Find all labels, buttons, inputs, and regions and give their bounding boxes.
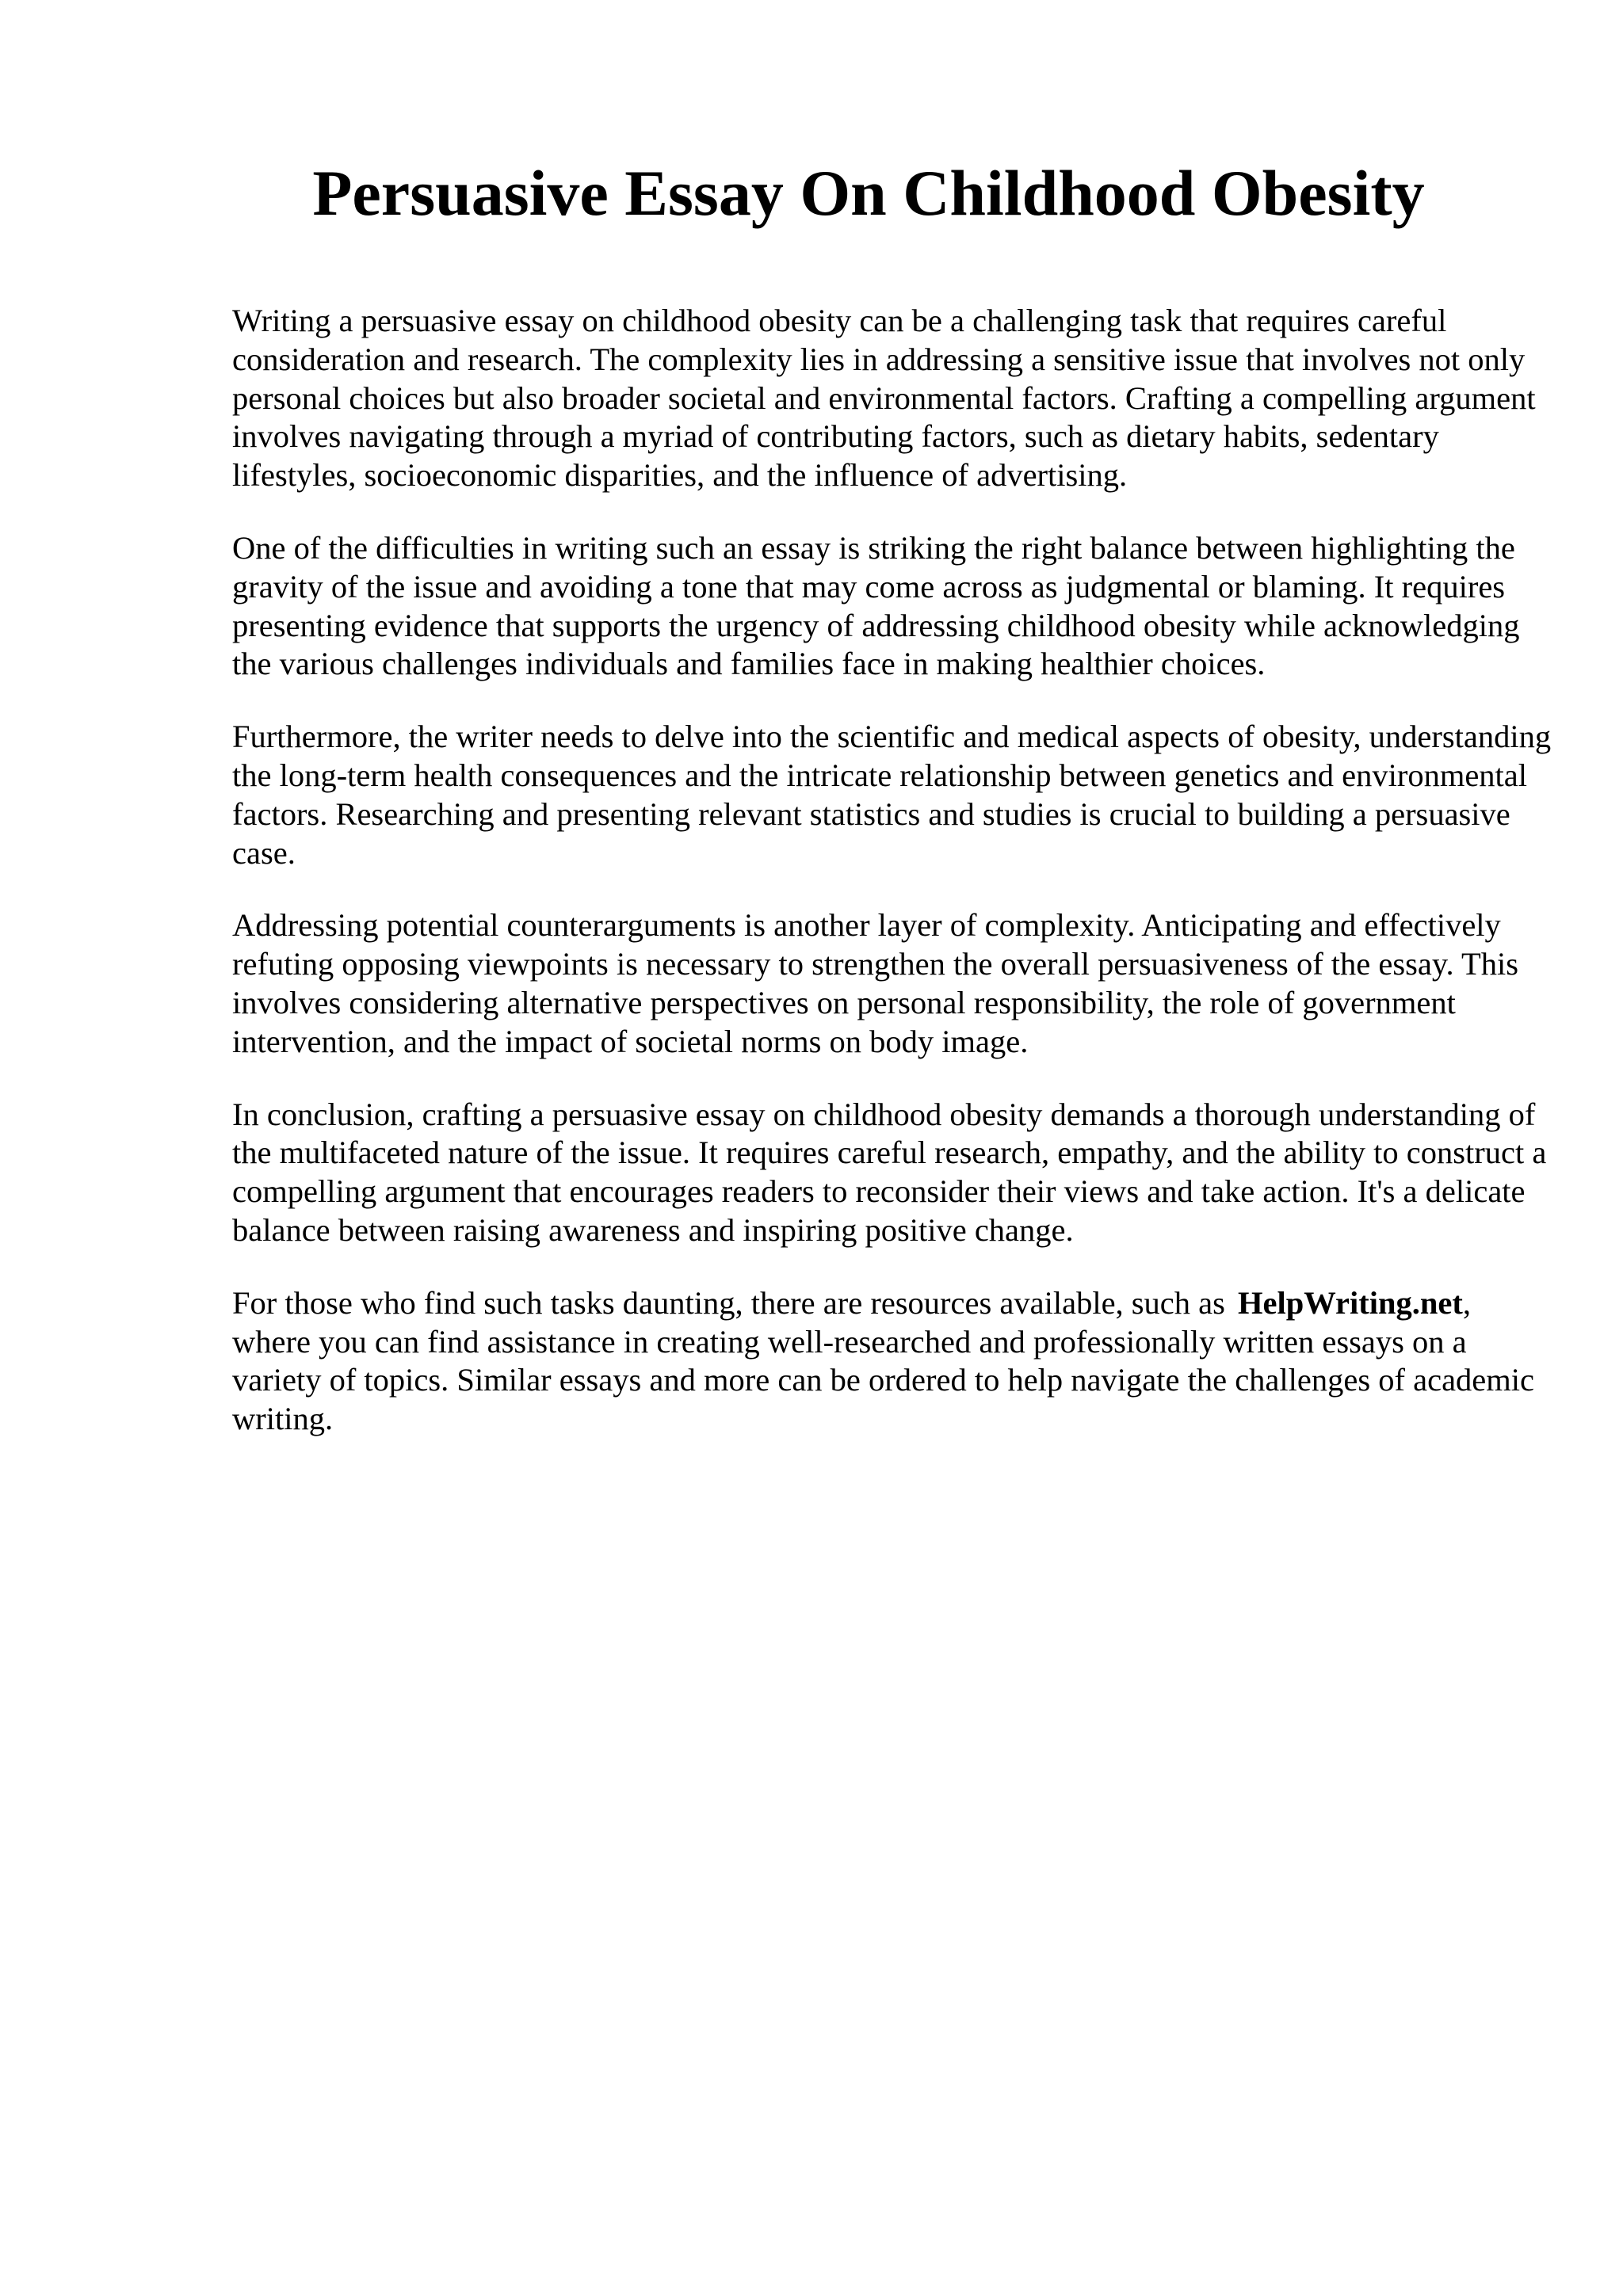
- brand-link[interactable]: HelpWriting.net: [1238, 1284, 1463, 1321]
- paragraph-4: Addressing potential counterarguments is another layer of complexity. Anticipating and effectively refuting opposing viewpoints is necessary to strengthen the overall persuasiveness of the essay. This involves considering alternative perspectives on personal responsibility, the role of government intervention, and the impact of societal norms on body image.: [232, 907, 1519, 1059]
- paragraph-6-intro: For those who find such tasks daunting, there are resources available, such as: [232, 1284, 1234, 1321]
- paragraph-2: One of the difficulties in writing such an essay is striking the right balance between highlighting the gravity of the issue and avoiding a tone that may come across as judgmental or blaming. It requires presenting evidence that supports the urgency of addressing childhood obesity while acknowledging the various challenges individuals and families face in making healthier choices.: [232, 529, 1520, 682]
- paragraph-6-rest: , where you can find assistance in creating well-researched and professionally written essays on a variety of topics. Similar essays and more can be ordered to help navigate the challenges of academic writing.: [232, 1284, 1534, 1437]
- page-title: Persuasive Essay On Childhood Obesity: [312, 157, 1425, 229]
- paragraph-5: In conclusion, crafting a persuasive essay on childhood obesity demands a thorough understanding of the multifaceted nature of the issue. It requires careful research, empathy, and the ability to construct a compelling argument that encourages readers to reconsider their views and take action. It's a delicate balance between raising awareness and inspiring positive change.: [232, 1096, 1547, 1248]
- paragraph-3: Furthermore, the writer needs to delve into the scientific and medical aspects of obesity, understanding the long-term health consequences and the intricate relationship between genetics and environmental factors. Researching and presenting relevant statistics and studies is crucial to building a persuasive case.: [232, 719, 1552, 871]
- paragraph-1: Writing a persuasive essay on childhood obesity can be a challenging task that requires careful consideration and research. The complexity lies in addressing a sensitive issue that involves not only personal choices but also broader societal and environmental factors. Crafting a compelling argument involves navigating through a myriad of contributing factors, such as dietary habits, sedentary lifestyles, socioeconomic disparities, and the influence of advertising.: [232, 303, 1536, 494]
- essay-body: [232, 302, 1552, 1473]
- paragraph-6: [232, 1284, 1552, 1439]
